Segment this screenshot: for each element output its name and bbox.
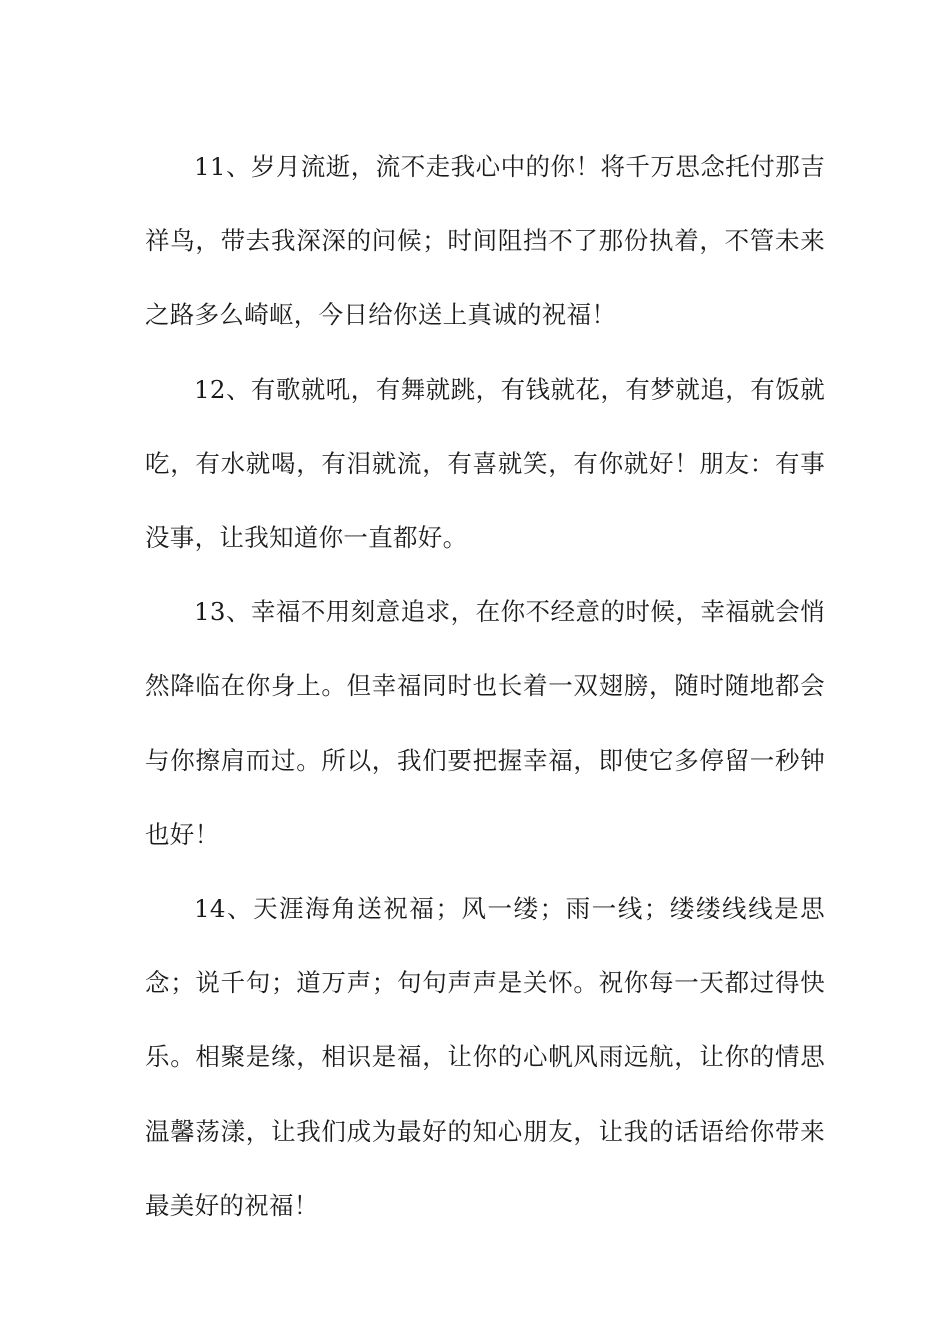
paragraph-11: 11、岁月流逝，流不走我心中的你！将千万思念托付那吉祥鸟，带去我深深的问候；时间阻挡不了那份执着，不管未来之路多么崎岖，今日给你送上真诚的祝福！ — [145, 152, 825, 330]
paragraph-12: 12、有歌就吼，有舞就跳，有钱就花，有梦就追，有饭就吃，有水就喝，有泪就流，有喜就笑，有你就好！朋友：有事没事，让我知道你一直都好。 — [145, 374, 825, 553]
document-body — [145, 130, 825, 1243]
paragraph-14: 14、天涯海角送祝福；风一缕；雨一线；缕缕线线是思念；说千句；道万声；句句声声是关怀。祝你每一天都过得快乐。相聚是缘，相识是福，让你的心帆风雨远航，让你的情思温馨荡漾，让我们成为最好的知心朋友，让我的话语给你带来最美好的祝福！ — [145, 894, 825, 1220]
paragraph-13: 13、幸福不用刻意追求，在你不经意的时候，幸福就会悄然降临在你身上。但幸福同时也长着一双翅膀，随时随地都会与你擦肩而过。所以，我们要把握幸福，即使它多停留一秒钟也好！ — [145, 597, 825, 849]
